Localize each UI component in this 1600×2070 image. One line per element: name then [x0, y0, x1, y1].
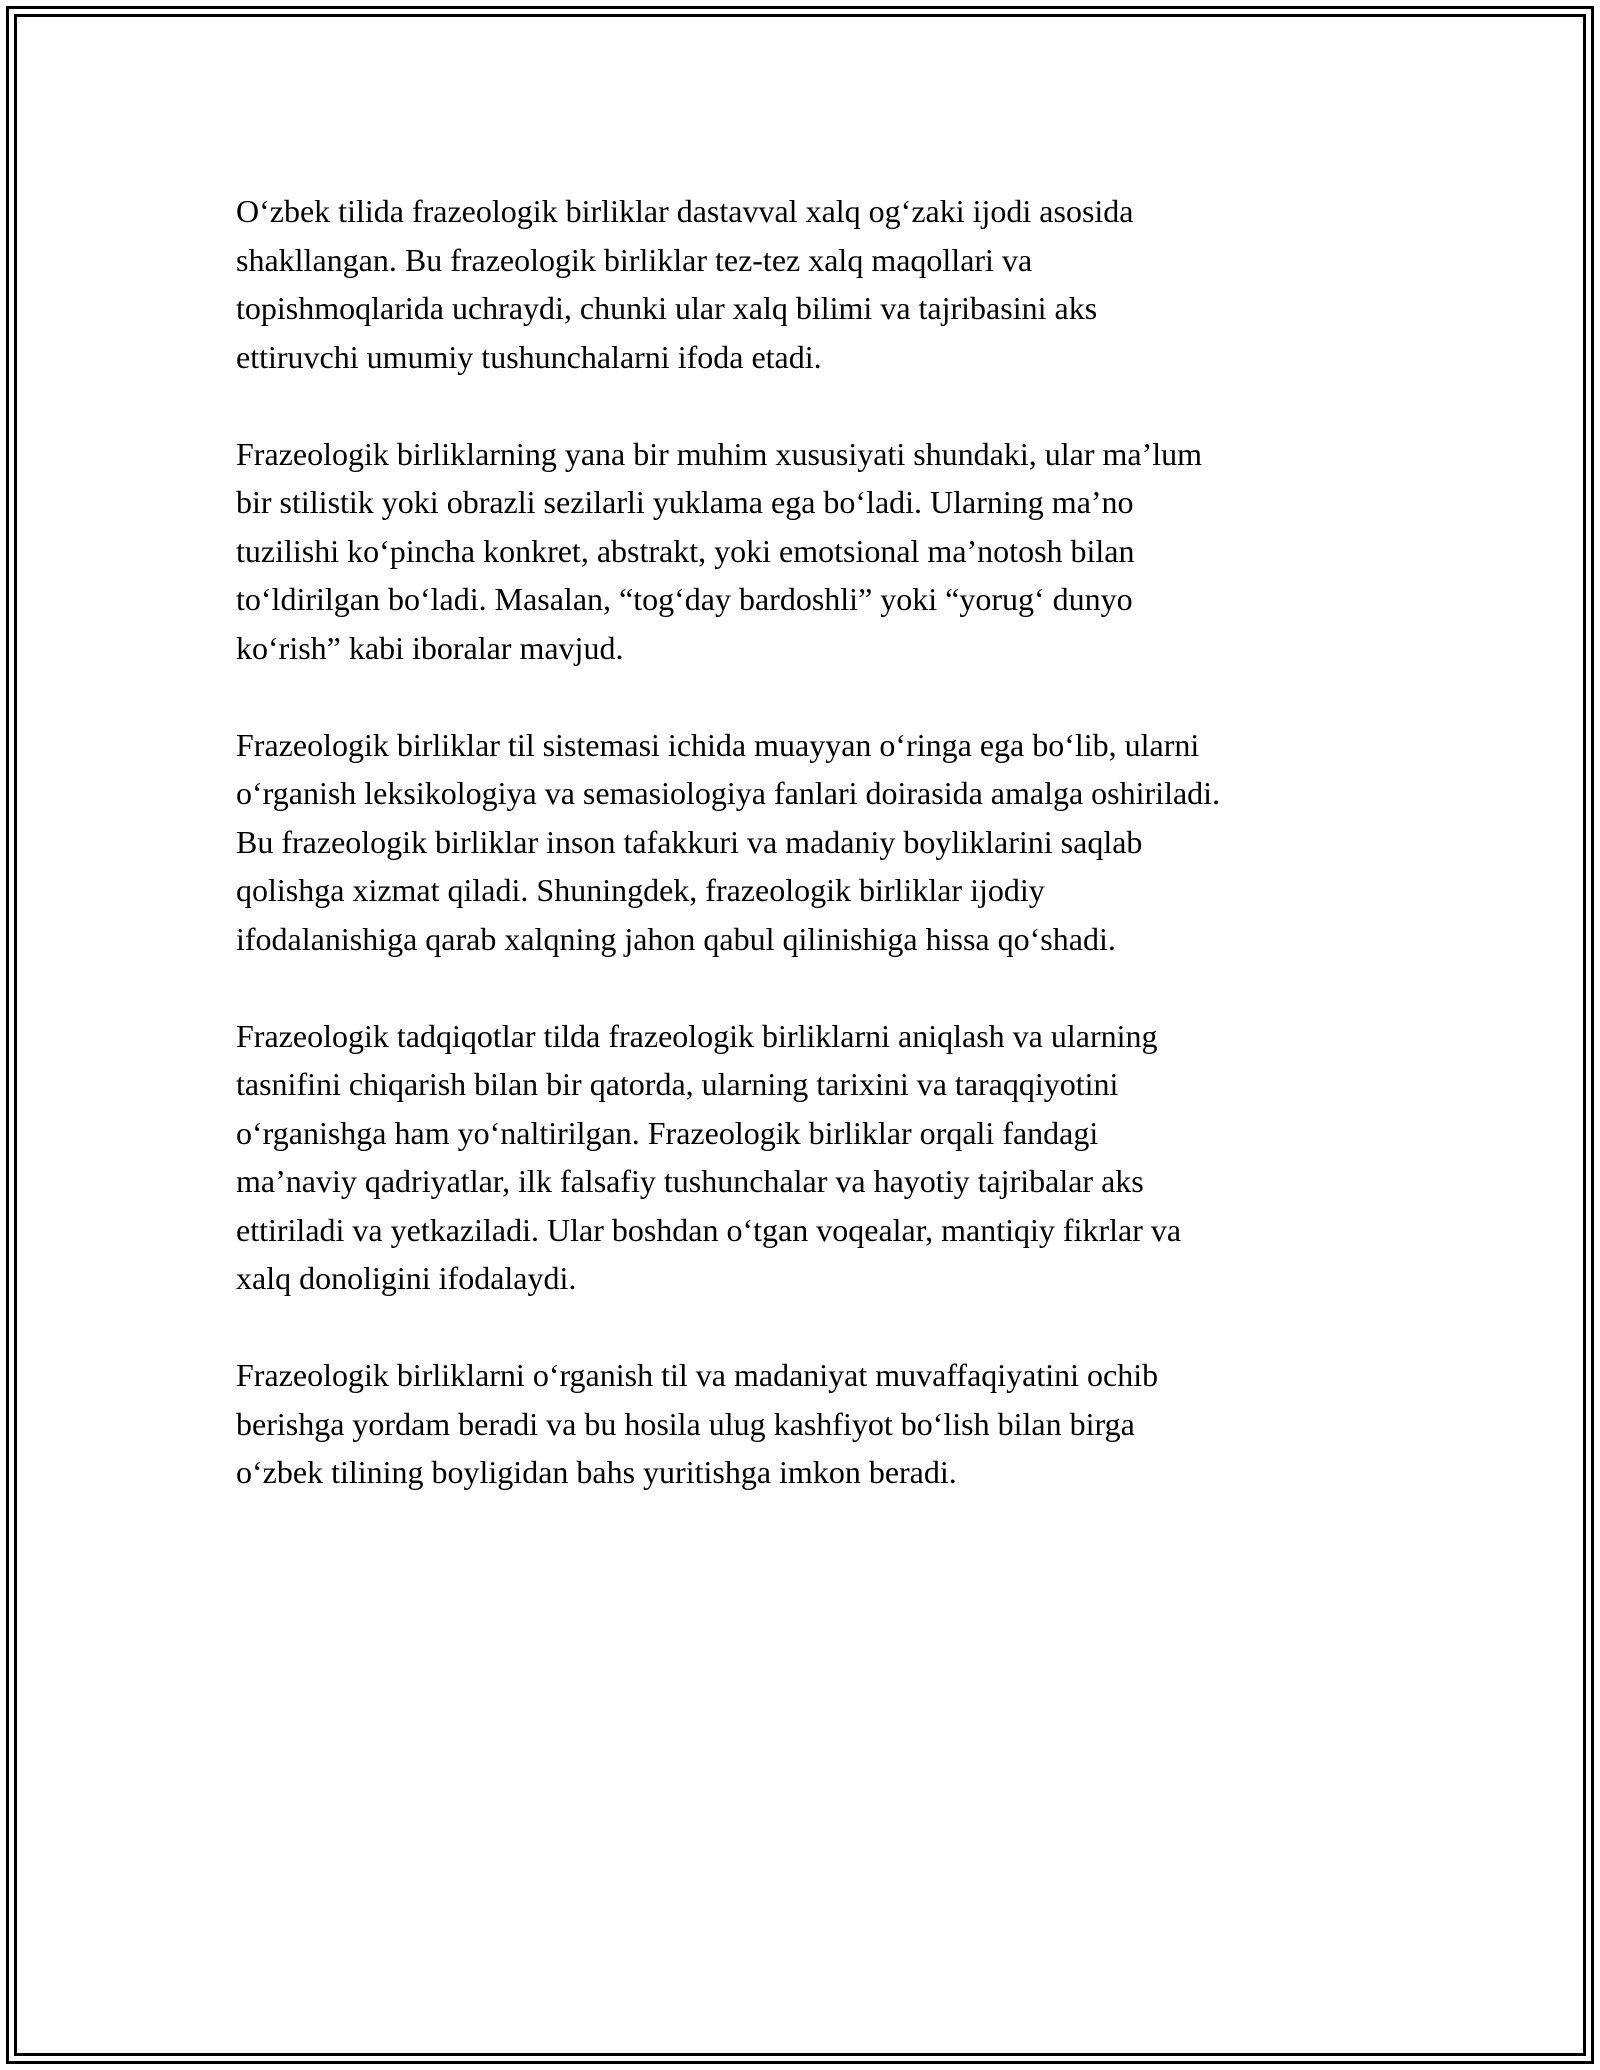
text-line: berishga yordam beradi va bu hosila ulug kashfiyot bo‘lish bilan birga — [236, 1405, 1135, 1442]
text-line: ettiriladi va yetkaziladi. Ular boshdan o‘tgan voqealar, mantiqiy fikrlar va — [236, 1211, 1182, 1248]
text-line: o‘zbek tilining boyligidan bahs yuritishga imkon beradi. — [236, 1454, 957, 1490]
text-line: Frazeologik birliklar til sistemasi ichida muayyan o‘ringa ega bo‘lib, ularni — [236, 726, 1200, 763]
text-line: ma’naviy qadriyatlar, ilk falsafiy tushunchalar va hayotiy tajribalar aks — [236, 1163, 1144, 1199]
text-line: xalq donoligini ifodalaydi. — [236, 1260, 577, 1296]
text-line: shakllangan. Bu frazeologik birliklar tez-tez xalq maqollari va — [236, 241, 1033, 278]
paragraph — [236, 721, 1386, 964]
document-body — [236, 187, 1386, 1497]
text-line: o‘rganishga ham yo‘naltirilgan. Frazeologik birliklar orqali fandagi — [236, 1114, 1099, 1151]
text-line: ko‘rish” kabi iboralar mavjud. — [236, 629, 624, 666]
text-line: Bu frazeologik birliklar inson tafakkuri va madaniy boyliklarini saqlab — [236, 823, 1143, 860]
text-line: o‘rganish leksikologiya va semasiologiya fanlari doirasida amalga oshiriladi. — [236, 775, 1221, 811]
text-line: ettiruvchi umumiy tushunchalarni ifoda etadi. — [236, 338, 822, 375]
paragraph — [236, 187, 1386, 381]
text-line: to‘ldirilgan bo‘ladi. Masalan, “tog‘day bardoshli” yoki “yorug‘ dunyo — [236, 581, 1133, 617]
text-line: O‘zbek tilida frazeologik birliklar dastavval xalq og‘zaki ijodi asosida — [236, 193, 1134, 229]
text-line: ifodalanishiga qarab xalqning jahon qabul qilinishiga hissa qo‘shadi. — [236, 920, 1116, 957]
text-line: bir stilistik yoki obrazli sezilarli yuklama ega bo‘ladi. Ularning ma’no — [236, 484, 1134, 520]
text-line: qolishga xizmat qiladi. Shuningdek, frazeologik birliklar ijodiy — [236, 872, 1045, 908]
text-line: Frazeologik birliklarni o‘rganish til va madaniyat muvaffaqiyatini ochib — [236, 1357, 1159, 1393]
text-line: topishmoqlarida uchraydi, chunki ular xalq bilimi va tajribasini aks — [236, 290, 1098, 326]
text-line: tasnifini chiqarish bilan bir qatorda, ularning tarixini va taraqqiyotini — [236, 1066, 1119, 1102]
text-line: Frazeologik birliklarning yana bir muhim xususiyati shundaki, ular ma’lum — [236, 435, 1203, 472]
text-line: tuzilishi ko‘pincha konkret, abstrakt, yoki emotsional ma’notosh bilan — [236, 532, 1135, 569]
paragraph — [236, 1012, 1386, 1303]
text-line: Frazeologik tadqiqotlar tilda frazeologik birliklarni aniqlash va ularning — [236, 1017, 1158, 1054]
paragraph — [236, 1351, 1386, 1497]
paragraph — [236, 430, 1386, 673]
